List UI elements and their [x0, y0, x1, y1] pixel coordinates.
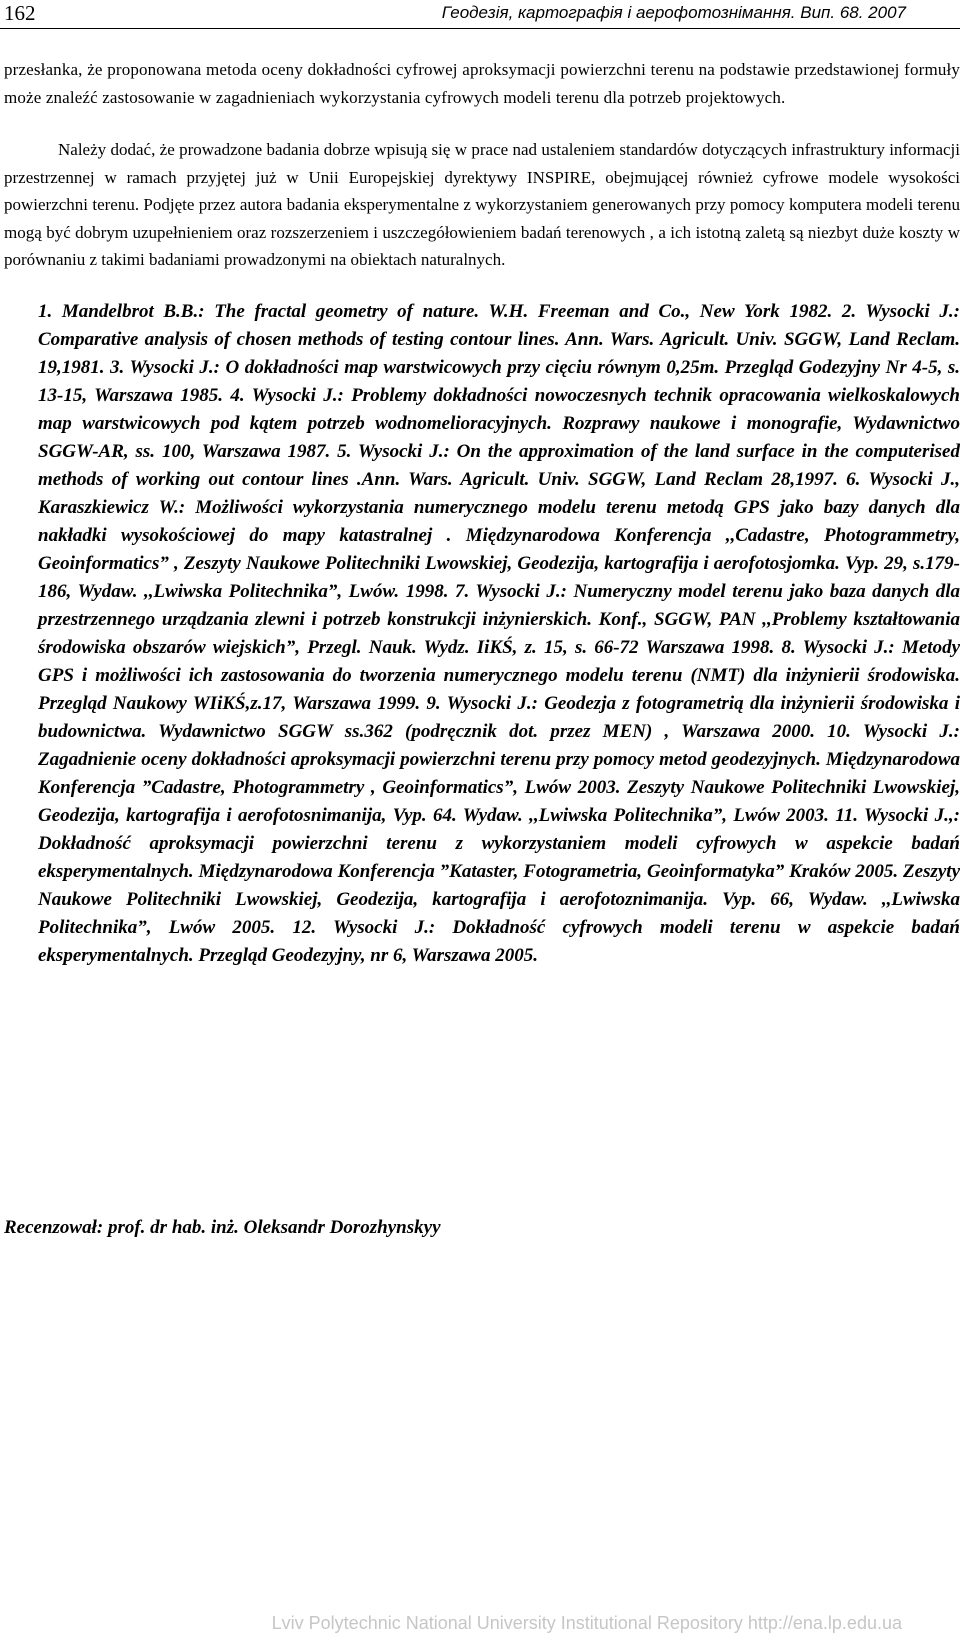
- body-paragraph-2: Należy dodać, że prowadzone badania dobrze wpisują się w prace nad ustaleniem standardów dotyczących infrastruktury informacji przestrzennej w ramach przyjętej już w Unii Europejskiej dyrektywy INSPIRE, obejmującej również cyfrowe modele wysokości powierzchni terenu. Podjęte przez autora badania eksperymentalne z wykorzystaniem generowanych przy pomocy komputera modeli terenu mogą być dobrym uzupełnieniem oraz rozszerzeniem i uszczegółowieniem badań terenowych , a ich istotną zaletą są niezbyt duże koszty w porównaniu z takimi badaniami prowadzonymi na obiektach naturalnych.: [4, 140, 960, 269]
- page-header: [0, 0, 960, 28]
- header-rule: [0, 28, 960, 29]
- journal-title: Геодезія, картографія і аерофотознімання. Вип. 68. 2007: [441, 3, 906, 22]
- repository-footer: Lviv Polytechnic National University Institutional Repository http://ena.lp.edu.ua: [271, 1613, 902, 1633]
- reviewer-line: Recenzował: prof. dr hab. inż. Oleksandr Dorozhynskyy: [4, 1217, 441, 1238]
- body-paragraph-1: przesłanka, że proponowana metoda oceny dokładności cyfrowej aproksymacji powierzchni terenu na podstawie przedstawionej formuły może znaleźć zastosowanie w zagadnieniach wykorzystania cyfrowych modeli terenu dla potrzeb projektowych.: [4, 60, 960, 107]
- references-list: 1. Mandelbrot B.B.: The fractal geometry of nature. W.H. Freeman and Co., New York 1982. 2. Wysocki J.: Comparative analysis of chosen methods of testing contour lines. Ann. Wars. Agricult. Univ. SGGW, Land Reclam. 19,1981. 3. Wysocki J.: O dokładności map warstwicowych przy cięciu równym 0,25m. Przegląd Godezyjny Nr 4-5, s. 13-15, Warszawa 1985. 4. Wysocki J.: Problemy dokładności nowoczesnych technik opracowania wielkoskalowych map warstwicowych pod kątem potrzeb wodnomelioracyjnych. Rozprawy naukowe i monografie, Wydawnictwo SGGW-AR, ss. 100, Warszawa 1987. 5. Wysocki J.: On the approximation of the land surface in the computerised methods of working out contour lines .Ann. Wars. Agricult. Univ. SGGW, Land Reclam 28,1997. 6. Wysocki J., Karaszkiewicz W.: Możliwości wykorzystania numerycznego modelu terenu metodą GPS jako bazy danych dla nakładki wysokościowej do mapy katastralnej . Międzynarodowa Konferencja ,,Cadastre, Photogrammetry, Geoinformatics” , Zeszyty Naukowe Politechniki Lwowskiej, Geodezija, kartografija i aerofotosjomka. Vyp. 29, s.179-186, Wydaw. ,,Lwiwska Politechnika”, Lwów. 1998. 7. Wysocki J.: Numeryczny model terenu jako baza danych dla przestrzennego urządzania zlewni i potrzeb konstrukcji inżynierskich. Konf., SGGW, PAN ,,Problemy kształtowania środowiska obszarów wiejskich”, Przegl. Nauk. Wydz. IiKŚ, z. 15, s. 66-72 Warszawa 1998. 8. Wysocki J.: Metody GPS i możliwości ich zastosowania do tworzenia numerycznego modelu terenu (NMT) dla inżynierii środowiska. Przegląd Naukowy WIiKŚ,z.17, Warszawa 1999. 9. Wysocki J.: Geodezja z fotogrametrią dla inżynierii środowiska i budownictwa. Wydawnictwo SGGW ss.362 (podręcznik dot. przez MEN) , Warszawa 2000. 10. Wysocki J.: Zagadnienie oceny dokładności aproksymacji powierzchni terenu przy pomocy metod geodezyjnych. Międzynarodowa Konferencja ”Cadastre, Photogrammetry , Geoinformatics”, Lwów 2003. Zeszyty Naukowe Politechniki Lwowskiej, Geodezija, kartografija i aerofotosnimanija, Vyp. 64. Wydaw. ,,Lwiwska Politechnika”, Lwów 2003. 11. Wysocki J.,: Dokładność aproksymacji powierzchni terenu z wykorzystaniem modeli cyfrowych w aspekcie badań eksperymentalnych. Międzynarodowa Konferencja ”Kataster, Fotogrametria, Geoinformatyka” Kraków 2005. Zeszyty Naukowe Politechniki Lwowskiej, Geodezija, kartografija i aerofotoznimanija. Vyp. 66, Wydaw. ,,Lwiwska Politechnika”, Lwów 2005. 12. Wysocki J.: Dokładność cyfrowych modeli terenu w aspekcie badań eksperymentalnych. Przegląd Geodezyjny, nr 6, Warszawa 2005.: [38, 300, 960, 966]
- page-number: 162: [4, 1, 36, 25]
- article-body: [4, 56, 960, 970]
